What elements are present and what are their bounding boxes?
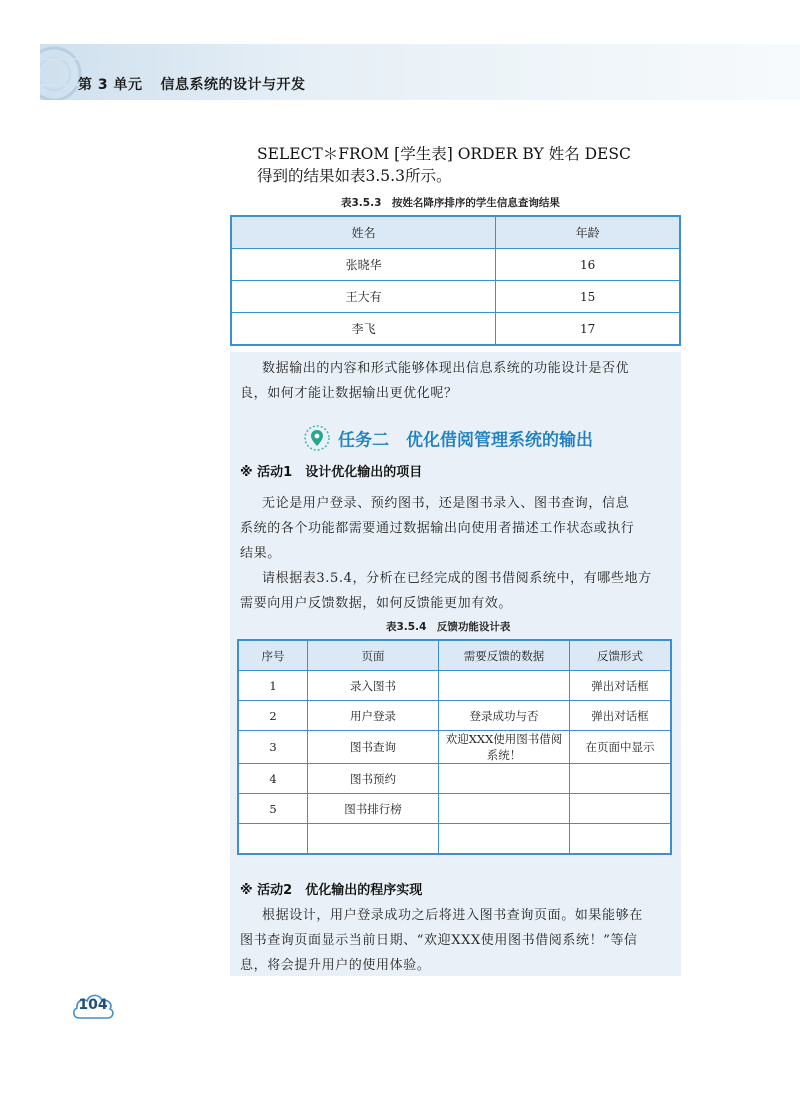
- table-cell: 在页面中显示: [570, 731, 672, 764]
- table-cell: [308, 824, 439, 855]
- table-row: [231, 281, 680, 313]
- table-cell: [570, 764, 672, 794]
- page-number-badge: [70, 990, 116, 1022]
- column-header: 需要反馈的数据: [439, 640, 570, 671]
- table1-caption: 表3.5.3 按姓名降序排序的学生信息查询结果: [341, 197, 560, 209]
- table-cell: 图书排行榜: [308, 794, 439, 824]
- table-cell: [570, 794, 672, 824]
- location-pin-icon: [304, 425, 330, 456]
- table-row: [238, 794, 671, 824]
- para2-line-2: 需要向用户反馈数据，如何反馈能更加有效。: [240, 596, 513, 611]
- table-cell: 李飞: [231, 313, 496, 346]
- student-query-table: [230, 215, 681, 346]
- table-cell: 录入图书: [308, 671, 439, 701]
- para1-line-3: 结果。: [240, 546, 281, 561]
- activity1-heading: ※ 活动1 设计优化输出的项目: [240, 465, 423, 480]
- activity2-heading: ※ 活动2 优化输出的程序实现: [240, 883, 423, 898]
- table-row: [238, 731, 671, 764]
- table-cell: 弹出对话框: [570, 671, 672, 701]
- table-cell: 2: [238, 701, 308, 731]
- table-row: [238, 701, 671, 731]
- table-cell: 张晓华: [231, 249, 496, 281]
- table-cell: 15: [496, 281, 680, 313]
- table-header-row: [231, 216, 680, 249]
- page-number: 104: [78, 997, 108, 1013]
- sql-statement: SELECT＊FROM [学生表] ORDER BY 姓名 DESC: [257, 145, 631, 163]
- table2-caption: 表3.5.4 反馈功能设计表: [386, 621, 511, 633]
- table-cell: 4: [238, 764, 308, 794]
- result-sentence: 得到的结果如表3.5.3所示。: [257, 167, 452, 185]
- table-cell: 欢迎XXX使用图书借阅系统！: [439, 731, 570, 764]
- table-cell: [570, 824, 672, 855]
- column-header: 姓名: [231, 216, 496, 249]
- table-cell: 王大有: [231, 281, 496, 313]
- table-cell: 登录成功与否: [439, 701, 570, 731]
- table-cell: [439, 671, 570, 701]
- table-cell: 5: [238, 794, 308, 824]
- intro-line-1: 数据输出的内容和形式能够体现出信息系统的功能设计是否优: [262, 361, 630, 376]
- para1-line-1: 无论是用户登录、预约图书，还是图书录入、图书查询，信息: [262, 496, 630, 511]
- table-cell: 16: [496, 249, 680, 281]
- task-heading: [304, 425, 593, 456]
- table-cell: 3: [238, 731, 308, 764]
- column-header: 页面: [308, 640, 439, 671]
- table-row: [231, 313, 680, 346]
- intro-line-2: 良，如何才能让数据输出更优化呢？: [240, 386, 458, 401]
- table-cell: [439, 794, 570, 824]
- table-header-row: [238, 640, 671, 671]
- para3-line-1: 根据设计，用户登录成功之后将进入图书查询页面。如果能够在: [262, 908, 643, 923]
- para3-line-3: 息，将会提升用户的使用体验。: [240, 958, 431, 973]
- table-cell: 17: [496, 313, 680, 346]
- unit-label: 第 3 单元: [78, 77, 143, 93]
- table-cell: 弹出对话框: [570, 701, 672, 731]
- running-header: [78, 74, 306, 94]
- column-header: 反馈形式: [570, 640, 672, 671]
- table-row: [238, 671, 671, 701]
- table-row: [231, 249, 680, 281]
- table-row: [238, 824, 671, 855]
- table-cell: [238, 824, 308, 855]
- column-header: 序号: [238, 640, 308, 671]
- table-cell: 1: [238, 671, 308, 701]
- table-cell: [439, 764, 570, 794]
- table-cell: 图书预约: [308, 764, 439, 794]
- table-cell: [439, 824, 570, 855]
- table-cell: 用户登录: [308, 701, 439, 731]
- task-title: 任务二 优化借阅管理系统的输出: [338, 430, 593, 451]
- table-cell: 图书查询: [308, 731, 439, 764]
- table-row: [238, 764, 671, 794]
- para2-line-1: 请根据表3.5.4，分析在已经完成的图书借阅系统中，有哪些地方: [262, 571, 652, 586]
- column-header: 年龄: [496, 216, 680, 249]
- feedback-design-table: [237, 639, 672, 855]
- para1-line-2: 系统的各个功能都需要通过数据输出向使用者描述工作状态或执行: [240, 521, 635, 536]
- para3-line-2: 图书查询页面显示当前日期、“欢迎XXX使用图书借阅系统！”等信: [240, 933, 638, 948]
- unit-title: 信息系统的设计与开发: [160, 77, 306, 93]
